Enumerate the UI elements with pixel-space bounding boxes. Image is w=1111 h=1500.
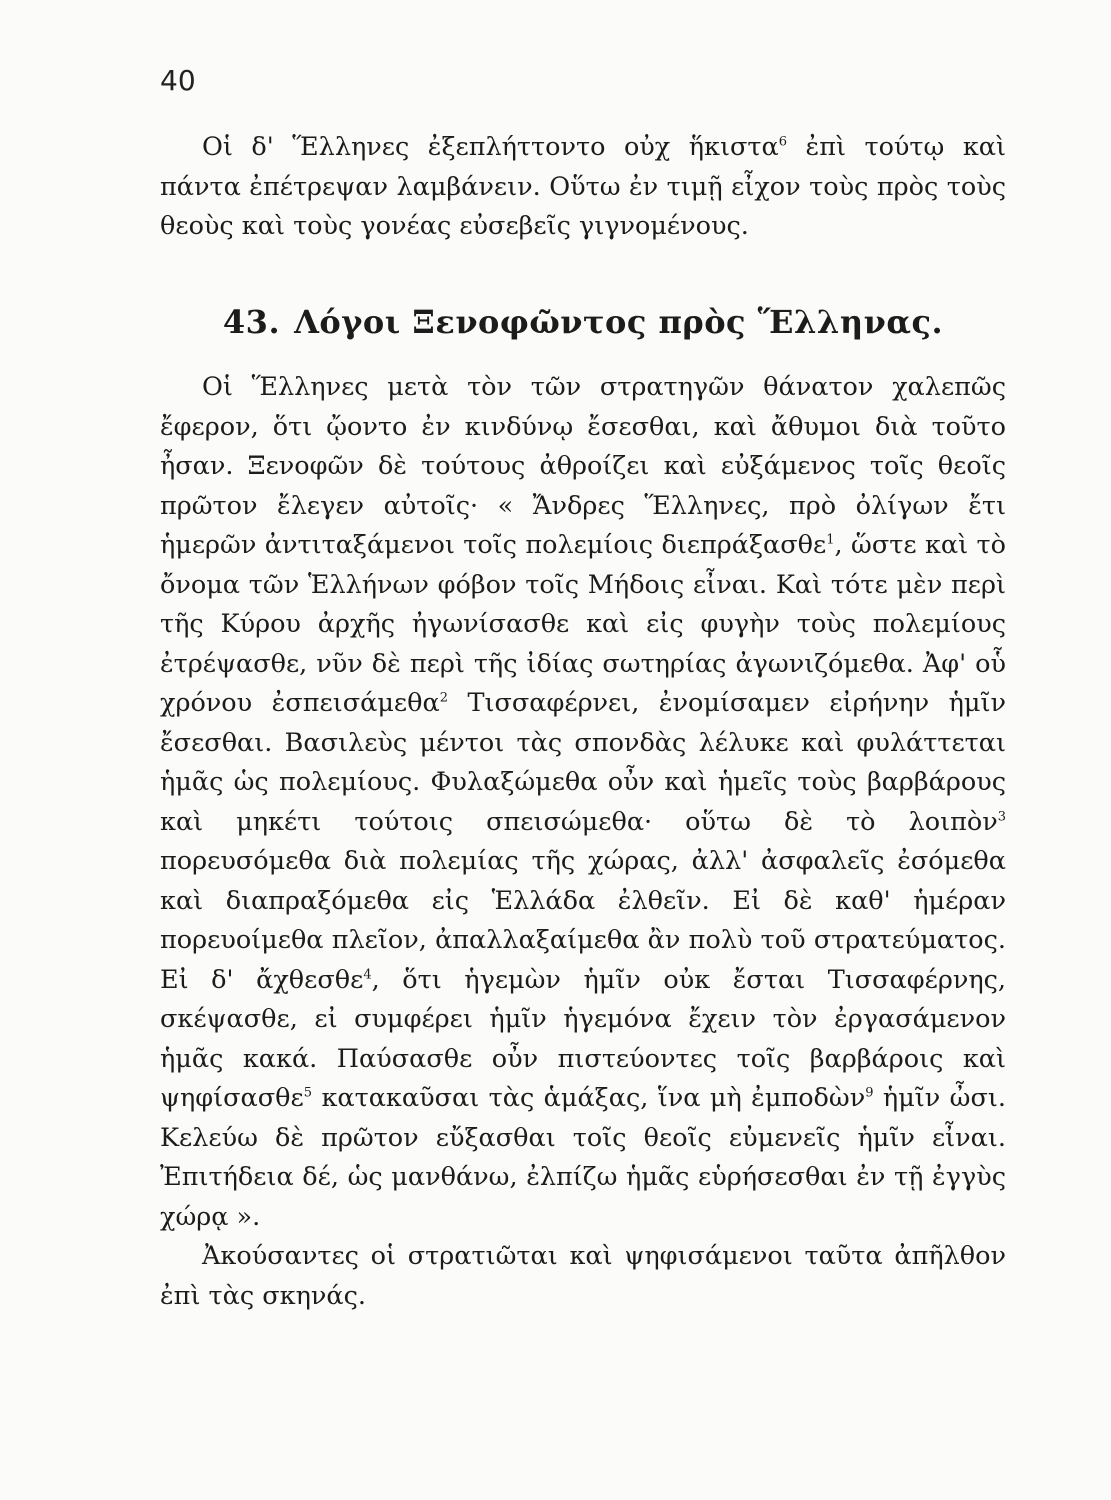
paragraph-2-part-4: πορευσόμεθα διὰ πολεμίας τῆς χώρας, ἀλλ' ἀσφαλεῖς ἐσόμεθα καὶ διαπραξόμεθα εἰς Ἑλλάδα ἐλθεῖν. Εἰ δὲ καθ' ἡμέραν πορευοίμεθα πλεῖον, ἀπαλλαξαίμεθα ἂν πολὺ τοῦ στρατεύματος. Εἰ δ' ἄχθεσθε [160,846,1006,995]
footnote-marker-9: 9 [865,1085,874,1101]
paragraph-2-part-3: Τισσαφέρνει, ἐνομίσαμεν εἰρήνην ἡμῖν ἔσεσθαι. Βασιλεὺς μέντοι τὰς σπονδὰς λέλυκε καὶ φυλάττεται ἡμᾶς ὡς πολεμίους. Φυλαξώμεθα οὖν καὶ ἡμεῖς τοὺς βαρβάρους καὶ μηκέτι τούτοις σπεισώμεθα· οὕτω δὲ τὸ λοιπὸν [160,688,1006,837]
paragraph-2-part-6: κατακαῦσαι τὰς ἁμάξας, ἵνα μὴ ἐμποδὼν [312,1083,866,1113]
paragraph-2-part-1: Οἱ Ἕλληνες μετὰ τὸν τῶν στρατηγῶν θάνατον χαλεπῶς ἔφερον, ὅτι ᾤοντο ἐν κινδύνῳ ἔσεσθαι, καὶ ἄθυμοι διὰ τοῦτο ἦσαν. Ξενοφῶν δὲ τούτους ἀθροίζει καὶ εὐξάμενος τοῖς θεοῖς πρῶτον ἔλεγεν αὐτοῖς· « Ἄνδρες Ἕλληνες, πρὸ ὀλίγων ἔτι ἡμερῶν ἀντιταξάμενοι τοῖς πολεμίοις διεπράξασθε [160,372,1006,560]
footnote-marker-5: 5 [303,1085,313,1101]
footnote-marker-4: 4 [363,967,372,982]
paragraph-1 [160,128,1006,247]
footnote-marker-3: 3 [997,809,1006,824]
footnote-marker-1: 1 [826,532,835,548]
paragraph-1-rest: ἐπὶ τούτῳ καὶ πάντα ἐπέτρεψαν λαμβάνειν. Οὕτω ἐν τιμῇ εἶχον τοὺς πρὸς τοὺς θεοὺς καὶ τοὺς γονέας εὐσεβεῖς γιγνομένους. [160,132,1006,241]
section-number: 43. [222,303,281,341]
section-title: Λόγοι Ξενοφῶντος πρὸς Ἕλληνας. [294,303,944,341]
paragraph-2 [160,368,1006,1237]
paragraph-2-part-2: , ὥστε καὶ τὸ ὄνομα τῶν Ἑλλήνων φόβον τοῖς Μήδοις εἶναι. Καὶ τότε μὲν περὶ τῆς Κύρου ἀρχῆς ἠγωνίσασθε καὶ εἰς φυγὴν τοὺς πολεμίους ἐτρέψασθε, νῦν δὲ περὶ τῆς ἰδίας σωτηρίας ἀγωνιζόμεθα. Ἀφ' οὗ χρόνου ἐσπεισάμεθα [160,530,1006,718]
page-number: 40 [160,64,196,97]
paragraph-1-text: Οἱ δ' Ἕλληνες ἐξεπλήττοντο οὐχ ἥκιστα [202,132,779,162]
paragraph-2-part-5: , ὅτι ἡγεμὼν ἡμῖν οὐκ ἔσται Τισσαφέρνης, σκέψασθε, εἰ συμφέρει ἡμῖν ἡγεμόνα ἔχειν τὸν ἐργασάμενον ἡμᾶς κακά. Παύσασθε οὖν πιστεύοντες τοῖς βαρβάροις καὶ ψηφίσασθε [160,964,1006,1113]
main-text-block [160,368,1006,1316]
paragraph-2-part-7: ἡμῖν ὦσι. Κελεύω δὲ πρῶτον εὔξασθαι τοῖς θεοῖς εὐμενεῖς ἡμῖν εἶναι. Ἐπιτήδεια δέ, ὡς μανθάνω, ἐλπίζω ἡμᾶς εὑρήσεσθαι ἐν τῇ ἐγγὺς χώρᾳ ». [160,1083,1006,1232]
opening-paragraph-block [160,128,1006,247]
footnote-marker-2: 2 [439,690,448,706]
paragraph-3-text: Ἀκούσαντες οἱ στρατιῶται καὶ ψηφισάμενοι ταῦτα ἀπῆλθον ἐπὶ τὰς σκηνάς. [160,1241,1006,1311]
section-heading [160,300,1006,344]
paragraph-3 [160,1237,1006,1316]
footnote-marker-6: 6 [778,134,787,150]
